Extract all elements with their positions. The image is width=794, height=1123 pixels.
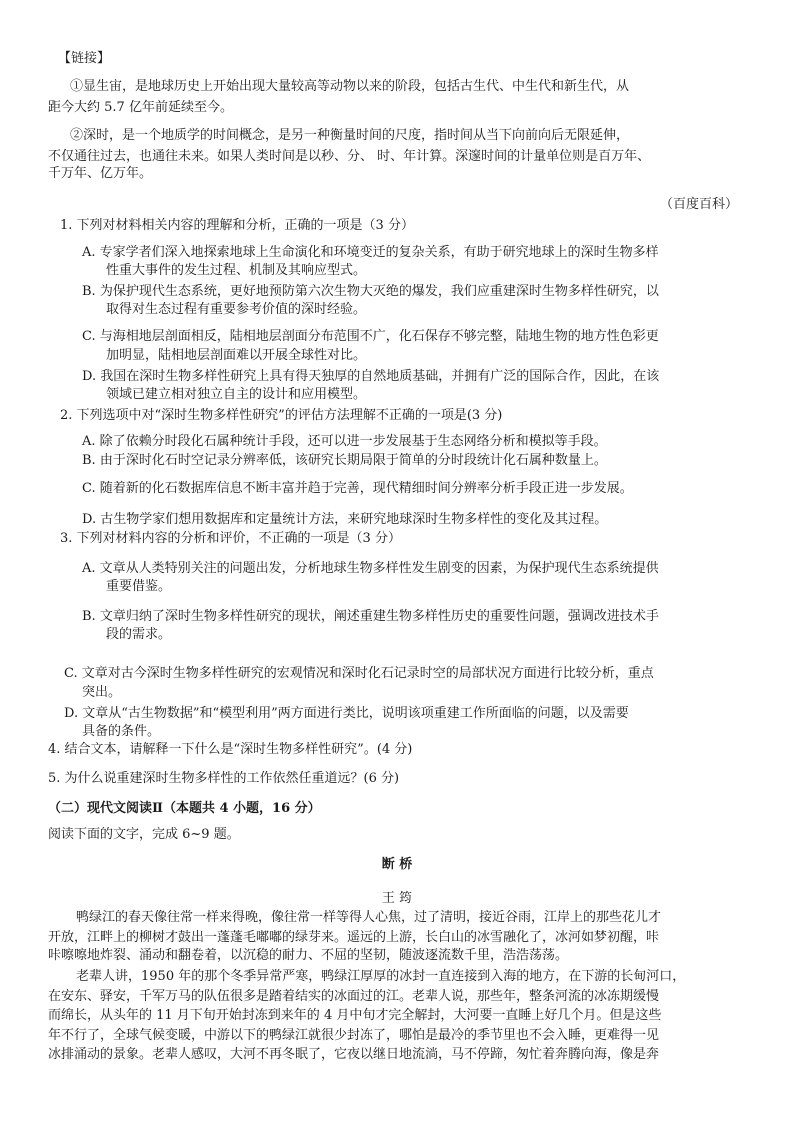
question-3-option-d-line-2: 具备的条件。	[82, 724, 161, 739]
question-2-option-b: B. 由于深时化石时空记录分辨率低，该研究长期局限于简单的分时段统计化石属种数量上。	[82, 453, 607, 468]
passage-paragraph-2-line-1: 老辈人讲，1950 年的那个冬季异常严寒，鸭绿江厚厚的冰封一直连接到入海的地方，在下游的长甸河口，	[76, 969, 686, 984]
question-2-stem: 2. 下列选项中对“深时生物多样性研究”的评估方法理解不正确的一项是(3 分)	[60, 408, 503, 423]
link-note-1-line-2: 距今大约 5.7 亿年前延续至今。	[48, 100, 233, 115]
link-label: 【链接】	[58, 51, 111, 66]
question-3-option-c-line-1: C. 文章对古今深时生物多样性研究的宏观情况和深时化石记录时空的局部状况方面进行比较分析，重点	[64, 666, 654, 681]
question-3-option-b-line-2: 段的需求。	[106, 627, 172, 642]
link-note-1-line-1: ①显生宙，是地球历史上开始出现大量较高等动物以来的阶段，包括古生代、中生代和新生代，从	[70, 79, 630, 94]
passage-paragraph-2-line-2: 在安东、驿安，千军万马的队伍很多是踏着结实的冰面过的江。老辈人说，那些年，整条河流的冰冻期缓慢	[48, 989, 660, 1004]
question-3-option-a-line-2: 重要借鉴。	[106, 579, 172, 594]
link-note-2-line-1: ②深时，是一个地质学的时间概念，是另一种衡量时间的尺度，指时间从当下向前向后无限延伸，	[70, 128, 630, 143]
passage-paragraph-2-line-4: 年不行了，全球气候变暖，中游以下的鸭绿江就很少封冻了，哪怕是最冷的季节里也不会入睡，更难得一见	[48, 1028, 660, 1043]
question-3-stem: 3. 下列对材料内容的分析和评价，不正确的一项是（3 分）	[60, 531, 401, 546]
question-1-option-d-line-1: D. 我国在深时生物多样性研究上具有得天独厚的自然地质基础，并拥有广泛的国际合作，因此，在该	[82, 369, 660, 384]
question-3-option-d-line-1: D. 文章从“古生物数据”和“模型利用”两方面进行类比，说明该项重建工作所面临的问题，以及需要	[64, 706, 629, 721]
question-4: 4. 结合文本，请解释一下什么是“深时生物多样性研究”。(4 分)	[48, 742, 413, 757]
question-1-option-a-line-2: 性重大事件的发生过程、机制及其响应型式。	[106, 263, 367, 278]
source-citation: （百度百科）	[660, 197, 739, 212]
section-2-heading: （二）现代文阅读Ⅱ（本题共 4 小题，16 分）	[48, 801, 321, 816]
link-note-2-line-3: 千万年、亿万年。	[48, 166, 153, 181]
question-1-option-b-line-2: 取得对生态过程有重要参考价值的深时经验。	[106, 302, 367, 317]
section-2-instruction: 阅读下面的文字，完成 6~9 题。	[48, 827, 240, 842]
question-1-option-c-line-1: C. 与海相地层剖面相反，陆相地层剖面分布范围不广，化石保存不够完整，陆地生物的地方性色彩更	[82, 329, 659, 344]
passage-author: 王 筠	[381, 891, 413, 906]
question-1-option-b-line-1: B. 为保护现代生态系统，更好地预防第六次生物大灭绝的爆发，我们应重建深时生物多样性研究，以	[82, 284, 659, 299]
question-5: 5. 为什么说重建深时生物多样性的工作依然任重道远？(6 分)	[48, 771, 400, 786]
passage-title: 断 桥	[381, 857, 413, 872]
link-note-2-line-2: 不仅通往过去，也通往未来。如果人类时间是以秒、分、 时、年计算。深邃时间的计量单位则是百万年、	[48, 149, 651, 164]
question-1-option-d-line-2: 领域已建立相对独立自主的设计和应用模型。	[106, 387, 367, 402]
passage-paragraph-1-line-2: 开放，江畔上的柳树才鼓出一蓬蓬毛嘟嘟的绿芽来。遥远的上游，长白山的冰雪融化了，冰河如梦初醒，咔	[48, 930, 660, 945]
question-3-option-a-line-1: A. 文章从人类特别关注的问题出发，分析地球生物多样性发生剧变的因素，为保护现代生态系统提供	[82, 561, 659, 576]
question-2-option-a: A. 除了依赖分时段化石属种统计手段，还可以进一步发展基于生态网络分析和模拟等手段。	[82, 434, 607, 449]
question-1-option-a-line-1: A. 专家学者们深入地探索地球上生命演化和环境变迁的复杂关系，有助于研究地球上的深时生物多样	[82, 245, 659, 260]
question-2-option-d: D. 古生物学家们想用数据库和定量统计方法，来研究地球深时生物多样性的变化及其过程。	[82, 512, 608, 527]
question-1-option-c-line-2: 加明显，陆相地层剖面难以开展全球性对比。	[106, 348, 367, 363]
passage-paragraph-1-line-3: 咔嚓嚓地炸裂、涌动和翻卷着，以沉稳的耐力、不屈的坚韧，随波逐流数千里，浩浩荡荡。	[48, 948, 569, 963]
question-3-option-c-line-2: 突出。	[82, 685, 122, 700]
question-2-option-c: C. 随着新的化石数据库信息不断丰富并趋于完善，现代精细时间分辨率分析手段正进一步发展。	[82, 481, 633, 496]
passage-paragraph-2-line-5: 冰排涌动的景象。老辈人感叹，大河不再冬眠了，它夜以继日地流淌，马不停蹄，匆忙着奔腾向海，像是奔	[48, 1047, 660, 1062]
passage-paragraph-2-line-3: 而绵长，从头年的 11 月下旬开始封冻到来年的 4 月中旬才完全解封，大河要一直睡上好几个月。但是这些	[48, 1008, 662, 1023]
passage-paragraph-1-line-1: 鸭绿江的春天像往常一样来得晚，像往常一样等得人心焦，过了清明，接近谷雨，江岸上的那些花儿才	[76, 910, 662, 925]
question-1-stem: 1. 下列对材料相关内容的理解和分析，正确的一项是（3 分）	[60, 218, 414, 233]
question-3-option-b-line-1: B. 文章归纳了深时生物多样性研究的现状，阐述重建生物多样性历史的重要性问题，强调改进技术手	[82, 609, 659, 624]
